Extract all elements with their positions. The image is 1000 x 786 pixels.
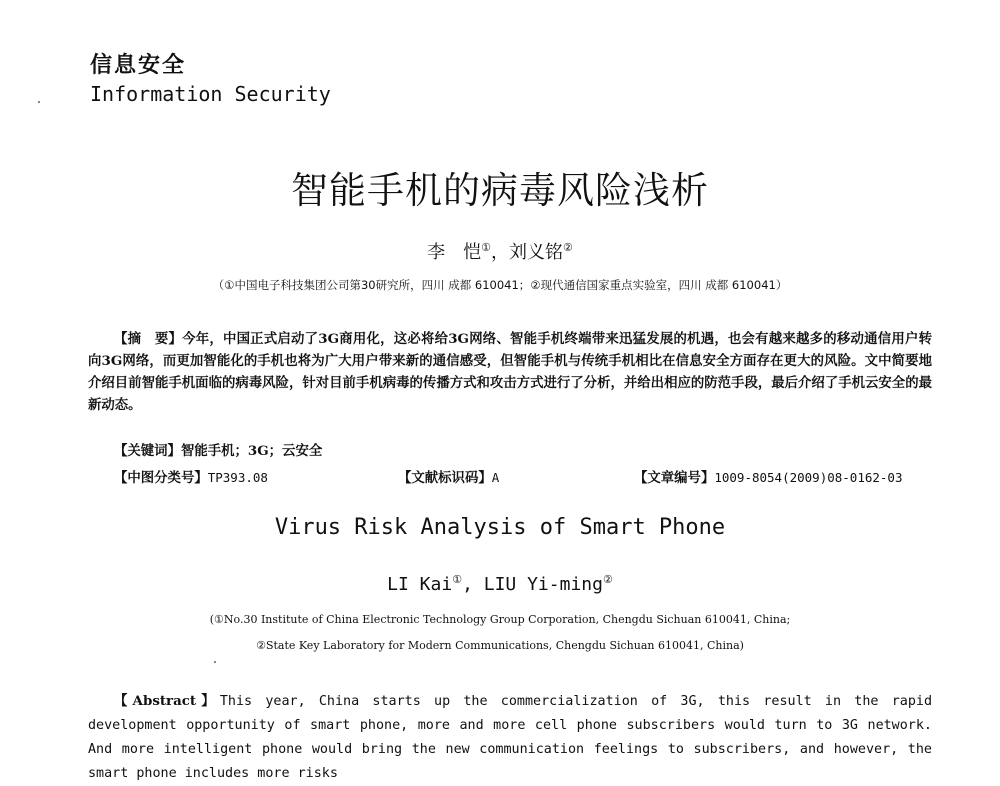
keywords-cn-label: 【关键词】 [114,443,181,459]
article-number-label: 【文章编号】 [634,470,715,486]
author-mark: ② [563,241,573,254]
journal-section-cn: 信息安全 [90,52,187,78]
article-title-en: Virus Risk Analysis of Smart Phone [274,515,726,540]
abstract-cn-paragraph [88,328,932,416]
affiliation-cn: （①中国电子科技集团公司第30研究所，四川 成都 610041；②现代通信国家重点实验室，四川 成都 610041） [212,278,788,292]
author-name: 刘义铭 [509,242,563,263]
doc-code-field [398,467,499,486]
doc-code-value: A [491,470,500,485]
journal-section-en: Information Security [90,82,331,106]
keywords-cn [114,440,322,459]
author-mark: ① [481,241,491,254]
author-separator: ， [491,242,509,263]
article-number-value: 1009-8054(2009)08-0162-03 [714,470,903,485]
abstract-en-paragraph [88,689,932,786]
scan-speck [38,101,40,103]
clc-label: 【中图分类号】 [114,470,208,486]
authors-cn [0,238,1000,264]
clc-field [114,467,268,486]
author-name: 李 恺 [427,242,482,263]
author-mark: ① [452,573,463,586]
abstract-cn-text: 今年，中国正式启动了3G商用化，这必将给3G网络、智能手机终端带来迅猛发展的机遇，也会有越来越多的移动通信用户转向3G网络，而更加智能化的手机也将为广大用户带来新的通信感受，但智能手机与传统手机相比在信息安全方面存在更大的风险。文中简要地介绍目前智能手机面临的病毒风险，针对目前手机病毒的传播方式和攻击方式进行了分析，并给出相应的防范手段，最后介绍了手机云安全的最新动态。 [88,331,932,413]
author-name: LI Kai [387,574,453,595]
article-title-cn: 智能手机的病毒风险浅析 [291,169,709,212]
article-number-field [634,467,903,486]
affiliation-en-line-2: ②State Key Laboratory for Modern Communications, Chengdu Sichuan 610041, China) [256,639,744,652]
author-mark: ② [602,573,613,586]
affiliation-en-line-1: (①No.30 Institute of China Electronic Technology Group Corporation, Chengdu Sichuan 610041, China; [209,613,791,626]
doc-code-label: 【文献标识码】 [398,470,492,486]
author-name: LIU Yi-ming [483,574,603,595]
keywords-cn-text: 智能手机；3G；云安全 [180,443,323,459]
abstract-en-label: 【Abstract】 [114,693,220,709]
authors-en [0,573,1000,595]
abstract-cn [88,328,932,416]
clc-value: TP393.08 [207,470,268,485]
abstract-en [88,689,932,786]
classification-row [114,467,932,487]
abstract-cn-label: 【摘 要】 [114,331,183,347]
author-separator: , [462,574,484,595]
abstract-en-text: This year, China starts up the commercialization of 3G, this result in the rapid development opportunity of smart phone, more and more cell phone subscribers would turn to 3G network. And more intelligent phone would bring the new communication feelings to subscribers, and however, the smart phone includes more risks [88,694,933,781]
scan-speck [214,661,216,663]
